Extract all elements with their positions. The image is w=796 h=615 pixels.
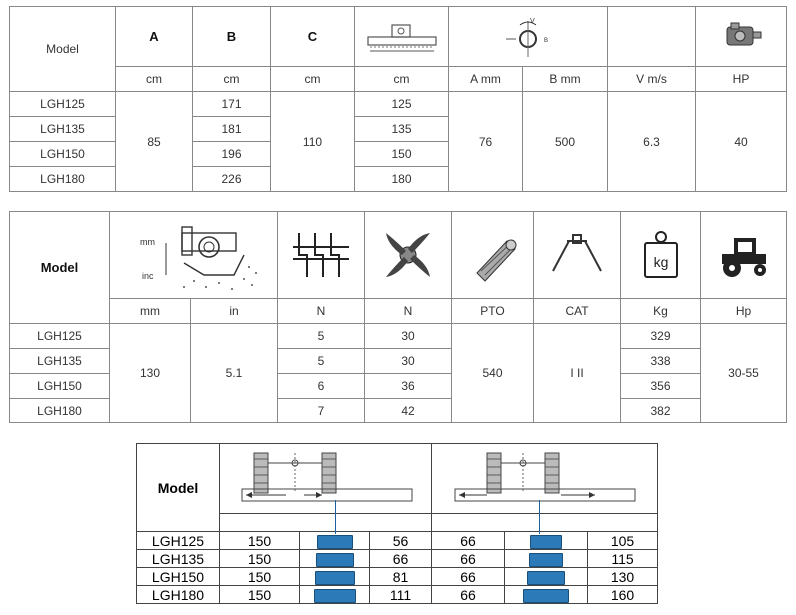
b-value: 196 (193, 142, 271, 167)
flanges-value: 6 (278, 374, 365, 399)
right-min-value: 66 (432, 586, 505, 604)
model-cell: LGH125 (10, 324, 110, 349)
unit-hp: HP (696, 67, 787, 92)
model-cell: LGH125 (137, 532, 220, 550)
model-cell: LGH180 (10, 167, 116, 192)
weight-icon (621, 212, 701, 299)
width-value: 180 (355, 167, 449, 192)
weight-value: 382 (621, 399, 701, 423)
svg-text:V: V (530, 17, 535, 25)
model-cell: LGH135 (10, 349, 110, 374)
hitch-icon (534, 212, 621, 299)
left-min-value: 150 (220, 568, 300, 586)
left-max-value: 111 (370, 586, 432, 604)
right-max-value: 105 (588, 532, 658, 550)
blade-icon (365, 212, 452, 299)
model-cell: LGH135 (137, 550, 220, 568)
model-cell: LGH150 (137, 568, 220, 586)
offset-right-blank (432, 514, 658, 532)
hp-range-value: 30-55 (701, 324, 787, 423)
unit-in: in (191, 299, 278, 324)
tractor-icon (701, 212, 787, 299)
col-b-header: B (193, 7, 271, 67)
weight-value: 338 (621, 349, 701, 374)
blades-value: 30 (365, 324, 452, 349)
unit-c: cm (271, 67, 355, 92)
right-min-value: 66 (432, 568, 505, 586)
left-max-value: 56 (370, 532, 432, 550)
rotor-dimension-icon (449, 7, 608, 67)
b-mm-value: 500 (523, 92, 608, 192)
right-offset-bar (505, 586, 588, 604)
unit-flanges: N (278, 299, 365, 324)
blades-value: 42 (365, 399, 452, 423)
offset-right-diagram-icon (432, 444, 658, 514)
col-a-header: A (116, 7, 193, 67)
right-offset-bar (505, 532, 588, 550)
pto-value: 540 (452, 324, 534, 423)
left-min-value: 150 (220, 550, 300, 568)
diagram-label-inc: inc (141, 271, 154, 281)
unit-pto: PTO (452, 299, 534, 324)
width-value: 150 (355, 142, 449, 167)
unit-width: cm (355, 67, 449, 92)
rotor-depth-icon (110, 212, 278, 299)
flange-icon (278, 212, 365, 299)
flanges-value: 7 (278, 399, 365, 423)
hp-value: 40 (696, 92, 787, 192)
empty-header-cell (608, 7, 696, 67)
gearbox-icon (696, 7, 787, 67)
left-offset-bar (300, 568, 370, 586)
model-header: Model (137, 444, 220, 532)
cat-value: I II (534, 324, 621, 423)
c-value: 110 (271, 92, 355, 192)
blades-value: 30 (365, 349, 452, 374)
unit-b: cm (193, 67, 271, 92)
left-max-value: 81 (370, 568, 432, 586)
model-header: Model (10, 212, 110, 324)
a-mm-value: 76 (449, 92, 523, 192)
offset-table (136, 443, 658, 604)
a-value: 85 (116, 92, 193, 192)
unit-v: V m/s (608, 67, 696, 92)
weight-icon-label: kg (653, 254, 668, 270)
model-cell: LGH150 (10, 374, 110, 399)
weight-value: 356 (621, 374, 701, 399)
b-value: 226 (193, 167, 271, 192)
in-value: 5.1 (191, 324, 278, 423)
right-min-value: 66 (432, 550, 505, 568)
col-c-header: C (271, 7, 355, 67)
right-offset-bar (505, 550, 588, 568)
unit-a-mm: A mm (449, 67, 523, 92)
offset-left-connector (335, 500, 336, 534)
model-cell: LGH150 (10, 142, 116, 167)
unit-b-mm: B mm (523, 67, 608, 92)
left-offset-bar (300, 586, 370, 604)
specs-table-dimensions (9, 6, 787, 192)
offset-left-diagram-icon (220, 444, 432, 514)
unit-cat: CAT (534, 299, 621, 324)
offset-left-blank (220, 514, 432, 532)
left-offset-bar (300, 550, 370, 568)
unit-hp: Hp (701, 299, 787, 324)
v-value: 6.3 (608, 92, 696, 192)
specs-table-rotor (9, 211, 787, 423)
model-cell: LGH180 (10, 399, 110, 423)
diagram-label-mm: mm (139, 237, 155, 247)
left-min-value: 150 (220, 586, 300, 604)
right-max-value: 160 (588, 586, 658, 604)
flanges-value: 5 (278, 324, 365, 349)
b-value: 181 (193, 117, 271, 142)
right-offset-bar (505, 568, 588, 586)
mower-width-icon (355, 7, 449, 67)
model-cell: LGH135 (10, 117, 116, 142)
unit-a: cm (116, 67, 193, 92)
unit-mm: mm (110, 299, 191, 324)
left-max-value: 66 (370, 550, 432, 568)
flanges-value: 5 (278, 349, 365, 374)
model-cell: LGH180 (137, 586, 220, 604)
width-value: 125 (355, 92, 449, 117)
weight-value: 329 (621, 324, 701, 349)
b-value: 171 (193, 92, 271, 117)
right-max-value: 130 (588, 568, 658, 586)
right-max-value: 115 (588, 550, 658, 568)
model-cell: LGH125 (10, 92, 116, 117)
unit-blades: N (365, 299, 452, 324)
unit-weight: Kg (621, 299, 701, 324)
right-min-value: 66 (432, 532, 505, 550)
mm-value: 130 (110, 324, 191, 423)
blades-value: 36 (365, 374, 452, 399)
left-min-value: 150 (220, 532, 300, 550)
svg-text:B: B (544, 37, 549, 44)
model-header: Model (10, 7, 116, 92)
offset-right-connector (539, 500, 540, 534)
pto-shaft-icon (452, 212, 534, 299)
left-offset-bar (300, 532, 370, 550)
width-value: 135 (355, 117, 449, 142)
